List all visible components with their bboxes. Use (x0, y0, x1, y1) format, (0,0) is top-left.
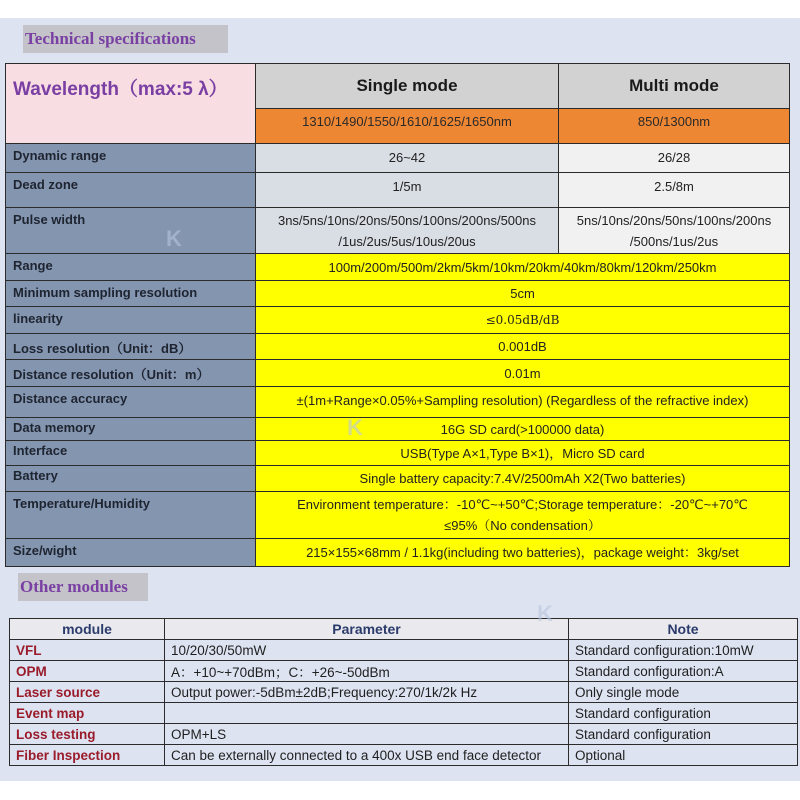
value-line: 16G SD card(>100000 data) (440, 421, 605, 437)
multi-mode-wavelengths: 850/1300nm (559, 109, 790, 144)
module-name: Fiber Inspection (10, 745, 165, 766)
technical-specifications-title: Technical specifications (23, 25, 228, 53)
spec-row (6, 307, 790, 334)
spec-value (256, 360, 790, 387)
value-line: /500ns/1us/2us (629, 234, 719, 249)
wavelength-label: Wavelength（max:5 λ） (6, 64, 256, 144)
spec-label: Size/wight (6, 539, 256, 567)
spec-value (256, 387, 790, 418)
value-line: ±(1m+Range×0.05%+Sampling resolution) (Regardless of the refractive index) (296, 393, 749, 408)
single-mode-header: Single mode (256, 64, 559, 109)
module-note: Standard configuration (569, 703, 798, 724)
spec-value (256, 492, 790, 539)
spec-row (6, 387, 790, 418)
spec-label: linearity (6, 307, 256, 334)
module-parameter: A：+10~+70dBm；C：+26~-50dBm (165, 661, 569, 682)
multi-mode-value (559, 208, 790, 254)
module-column-header: module (10, 619, 165, 640)
module-row (10, 682, 798, 703)
spec-label: Minimum sampling resolution (6, 281, 256, 307)
module-name: Event map (10, 703, 165, 724)
module-name: Laser source (10, 682, 165, 703)
value-line: 26/28 (657, 150, 691, 165)
spec-row (6, 360, 790, 387)
other-modules-title: Other modules (18, 573, 148, 601)
modules-table (9, 618, 798, 766)
module-row (10, 661, 798, 682)
single-mode-value (256, 144, 559, 173)
module-row (10, 703, 798, 724)
note-column-header: Note (569, 619, 798, 640)
spec-row (6, 254, 790, 281)
spec-value (256, 334, 790, 360)
value-line: ≤0.05dB/dB (485, 312, 560, 327)
value-line: 0.01m (504, 365, 541, 381)
module-name: OPM (10, 661, 165, 682)
spec-label: Interface (6, 441, 256, 466)
spec-row (6, 418, 790, 441)
value-line: USB(Type A×1,Type B×1)，Micro SD card (400, 445, 645, 461)
module-name: Loss testing (10, 724, 165, 745)
spec-row (6, 281, 790, 307)
spec-table (5, 63, 790, 567)
spec-row (6, 539, 790, 567)
value-line: 1/5m (392, 179, 422, 194)
value-line: 3ns/5ns/10ns/20ns/50ns/100ns/200ns/500ns (277, 213, 537, 228)
spec-label: Battery (6, 466, 256, 492)
spec-label: Temperature/Humidity (6, 492, 256, 539)
spec-label: Pulse width (6, 208, 256, 254)
spec-label: Distance resolution（Unit：m） (6, 360, 256, 387)
multi-mode-header: Multi mode (559, 64, 790, 109)
spec-label: Distance accuracy (6, 387, 256, 418)
spec-row (6, 144, 790, 173)
value-line: Single battery capacity:7.4V/2500mAh X2(Two batteries) (359, 471, 686, 486)
spec-label: Data memory (6, 418, 256, 441)
single-mode-value (256, 208, 559, 254)
value-line: /1us/2us/5us/10us/20us (338, 234, 476, 249)
spec-value (256, 418, 790, 441)
spec-row (6, 173, 790, 208)
spec-value (256, 466, 790, 492)
module-parameter: Can be externally connected to a 400x USB end face detector (165, 745, 569, 766)
value-line: 215×155×68mm / 1.1kg(including two batteries)，package weight：3kg/set (306, 545, 739, 560)
module-parameter (165, 703, 569, 724)
spec-row (6, 492, 790, 539)
multi-mode-value (559, 173, 790, 208)
spec-label: Dead zone (6, 173, 256, 208)
single-mode-value (256, 173, 559, 208)
value-line: 2.5/8m (654, 179, 694, 194)
module-row (10, 745, 798, 766)
spec-value (256, 307, 790, 334)
spec-row (6, 441, 790, 466)
spec-label: Range (6, 254, 256, 281)
module-parameter: 10/20/30/50mW (165, 640, 569, 661)
spec-value (256, 254, 790, 281)
value-line: ≤95%（No condensation） (444, 518, 601, 533)
spec-value (256, 441, 790, 466)
spec-label: Loss resolution（Unit：dB） (6, 334, 256, 360)
module-parameter: OPM+LS (165, 724, 569, 745)
module-note: Standard configuration:10mW (569, 640, 798, 661)
spec-row (6, 208, 790, 254)
watermark-logo-icon: K (537, 601, 553, 626)
spec-row (6, 334, 790, 360)
parameter-column-header: Parameter (165, 619, 569, 640)
single-mode-wavelengths: 1310/1490/1550/1610/1625/1650nm (256, 109, 559, 144)
module-note: Standard configuration (569, 724, 798, 745)
module-row (10, 724, 798, 745)
module-note: Only single mode (569, 682, 798, 703)
watermark-logo-icon: K (347, 415, 363, 440)
module-parameter: Output power:-5dBm±2dB;Frequency:270/1k/2k Hz (165, 682, 569, 703)
module-name: VFL (10, 640, 165, 661)
module-note: Optional (569, 745, 798, 766)
multi-mode-value (559, 144, 790, 173)
spec-value (256, 281, 790, 307)
value-line: 100m/200m/500m/2km/5km/10km/20km/40km/80km/120km/250km (328, 259, 717, 275)
spec-label: Dynamic range (6, 144, 256, 173)
spec-row (6, 466, 790, 492)
value-line: Environment temperature：-10℃~+50℃;Storage temperature：-20℃~+70℃ (297, 497, 748, 512)
value-line: 5ns/10ns/20ns/50ns/100ns/200ns (576, 213, 772, 228)
module-row (10, 640, 798, 661)
watermark-logo-icon: K (166, 226, 182, 251)
value-line: 5cm (510, 286, 535, 301)
value-line: 0.001dB (498, 339, 547, 354)
module-note: Standard configuration:A (569, 661, 798, 682)
value-line: 26~42 (388, 150, 426, 165)
spec-value (256, 539, 790, 567)
